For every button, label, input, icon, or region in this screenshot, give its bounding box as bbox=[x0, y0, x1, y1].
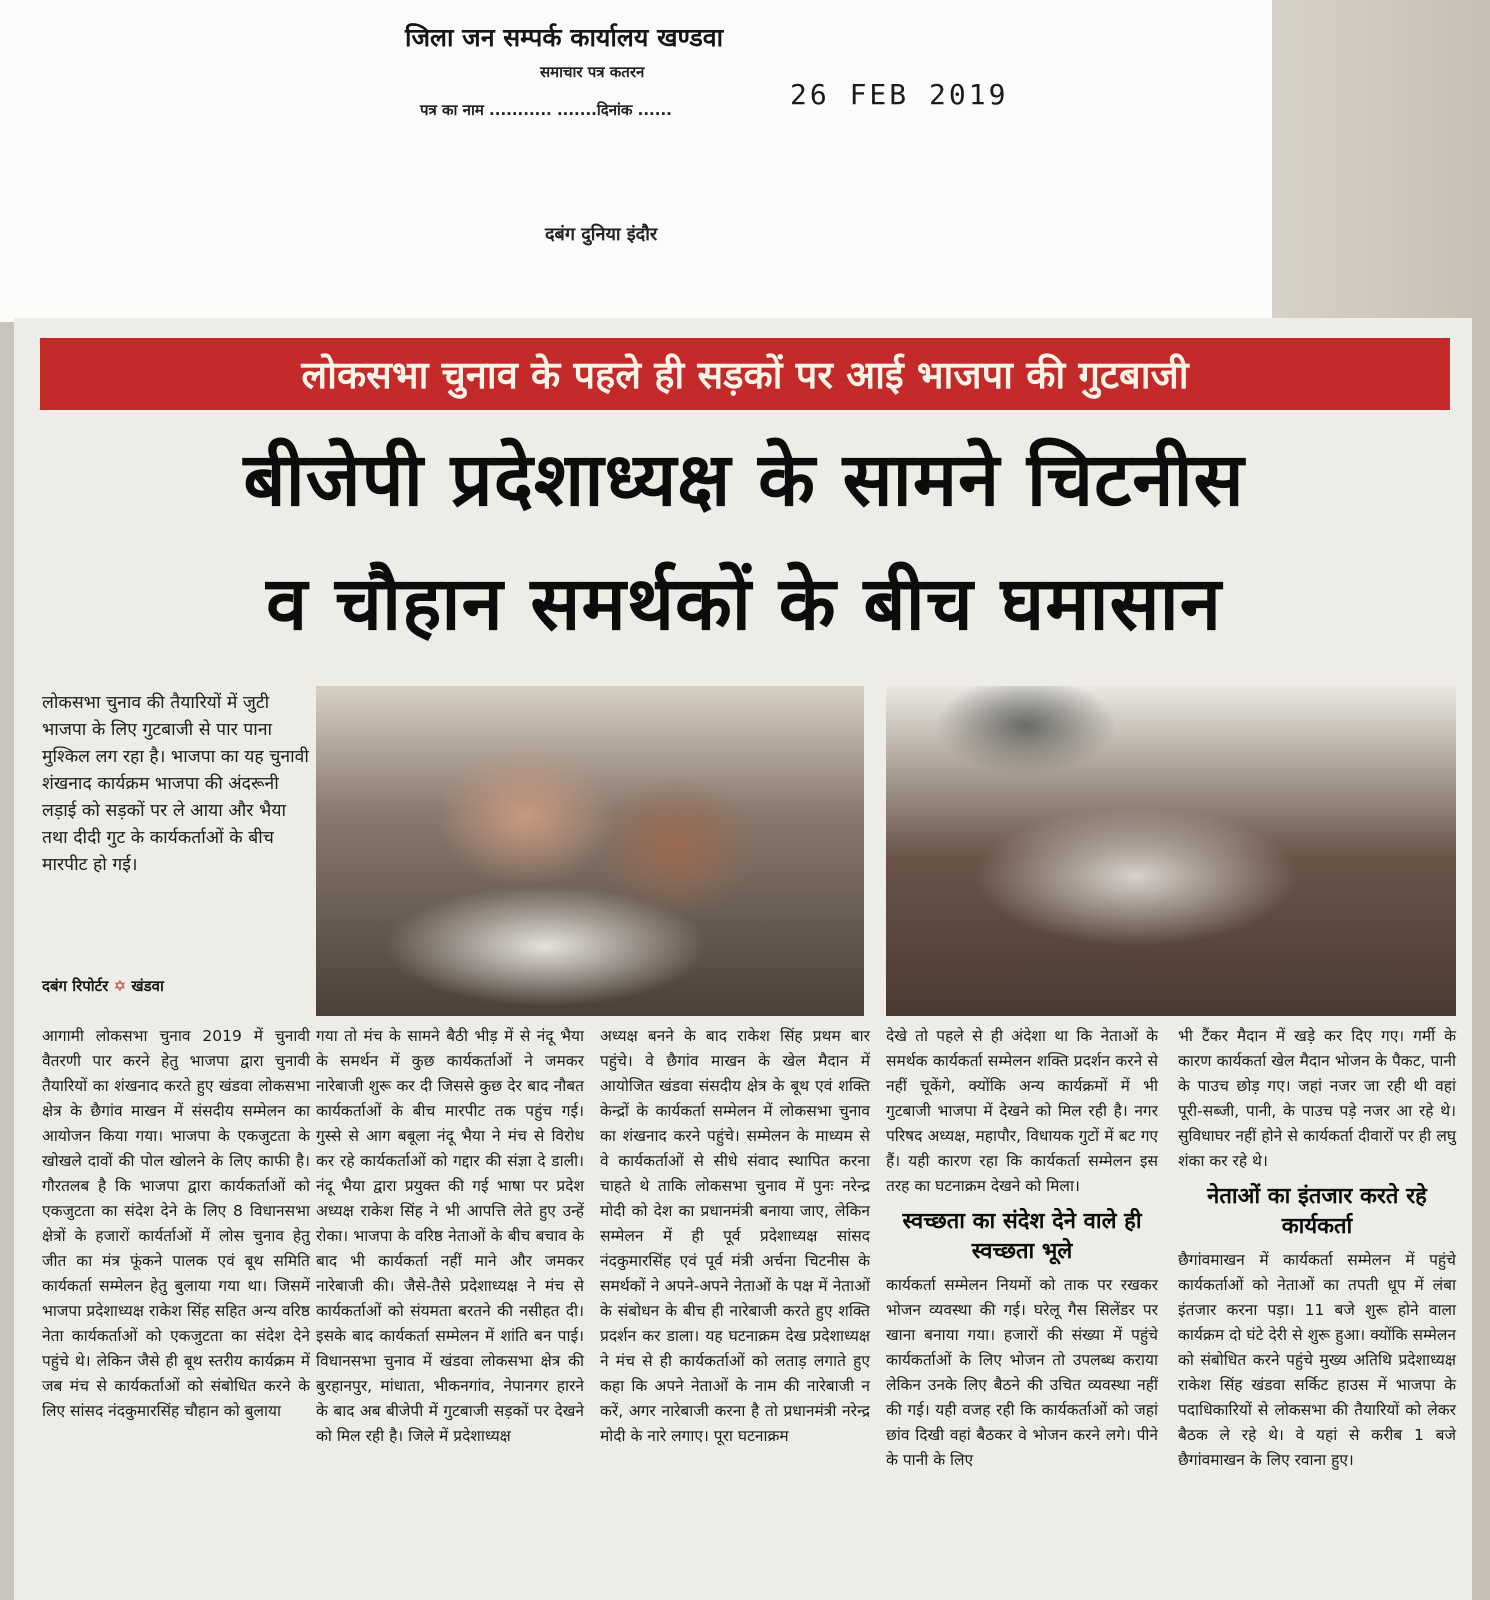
paper-name-date-line: पत्र का नाम ........... .......दिनांक ...... bbox=[420, 101, 672, 119]
clipping-sheet bbox=[0, 0, 1272, 322]
column-4-text: देखे तो पहले से ही अंदेशा था कि नेताओं के समर्थक कार्यकर्ता सम्मेलन शक्ति प्रदर्शन करने से नहीं चूकेंगे, क्योंकि अन्य कार्यक्रमों में भी गुटबाजी भाजपा में देखने को मिल रही है। नगर परिषद अध्यक्ष, महापौर, विधायक गुटों में बट गए हैं। यही कारण रहा कि कार्यकर्ता सम्मेलन इस तरह का घटनाक्रम देखने को मिला। bbox=[886, 1027, 1158, 1195]
body-column-5 bbox=[1178, 1024, 1456, 1473]
subhead-waiting: नेताओं का इंतजार करते रहे कार्यकर्ता bbox=[1207, 1184, 1427, 1239]
clipping-label: समाचार पत्र कतरन bbox=[540, 63, 645, 81]
column-5-text: भी टैंकर मैदान में खड़े कर दिए गए। गर्मी के कारण कार्यकर्ता खेल मैदान भोजन के पैकट, पानी के पाउच छोड़ गए। जहां नजर जा रही थी वहां पूरी-सब्जी, पानी, के पाउच पड़े नजर आ रहे थे। सुविधाघर नहीं होने से कार्यकर्ता दीवारों पर ही लघु शंका कर रहे थे। bbox=[1178, 1027, 1456, 1170]
headline-line-1: बीजेपी प्रदेशाध्यक्ष के सामने चिटनीस bbox=[243, 437, 1245, 523]
intro-paragraph: लोकसभा चुनाव की तैयारियों में जुटी भाजपा के लिए गुटबाजी से पार पाना मुश्किल लग रहा है। भाजपा का यह चुनावी शंखनाद कार्यक्रम भाजपा की अंदरूनी लड़ाई को सड़कों पर ले आया और भैया तथा दीदी गुट के कार्यकर्ताओं के बीच मारपीट हो गई। bbox=[42, 693, 309, 875]
subhead-cleanliness: स्वच्छता का संदेश देने वाले ही स्वच्छता भूले bbox=[902, 1209, 1142, 1264]
headline-line-2: व चौहान समर्थकों के बीच घमासान bbox=[266, 561, 1222, 647]
byline-place: खंडवा bbox=[131, 977, 164, 995]
photo-littered-ground bbox=[886, 686, 1456, 1016]
body-column-2: गया तो मंच के सामने बैठी भीड़ में से नंदू भैया के समर्थन में कुछ कार्यकर्ताओं ने जमकर नारेबाजी शुरू कर दी जिससे कुछ देर बाद नौबत कार्यकर्ताओं के बीच मारपीट तक पहुंच गई। गुस्से से आग बबूला नंदू भैया ने मंच से विरोध कर रहे कार्यकर्ताओं को गद्दार की संज्ञा दे डाली। नंदू भैया द्वारा प्रयुक्त की गई भाषा पर प्रदेश अध्यक्ष राकेश सिंह ने भी आपत्ति लेते हुए उन्हें रोका। भाजपा के वरिष्ठ नेताओं के बीच बचाव के बाद भी कार्यकर्ता नहीं माने और जमकर नारेबाजी की। जैसे-तैसे प्रदेशाध्यक्ष ने मंच से कार्यकर्ताओं को संयमता बरतने की नसीहत दी। इसके बाद कार्यकर्ता सम्मेलन में शांति बन पाई। विधानसभा चुनाव में खंडवा लोकसभा क्षेत्र की बुरहानपुर, मांधाता, भीकनगांव, नेपानगर हारने के बाद अब बीजेपी में गुटबाजी सड़कों पर देखने को मिल रही है। जिले में प्रदेशाध्यक्ष bbox=[316, 1027, 584, 1445]
body-column-4 bbox=[886, 1024, 1158, 1473]
star-icon: ✡ bbox=[113, 977, 127, 995]
newspaper-clipping bbox=[14, 318, 1472, 1600]
kicker-band bbox=[40, 338, 1450, 410]
photo-crowd-leaders bbox=[316, 686, 864, 1016]
byline bbox=[42, 976, 164, 996]
byline-reporter: दबंग रिपोर्टर bbox=[42, 977, 109, 995]
body-column-1: आगामी लोकसभा चुनाव 2019 में चुनावी वैतरणी पार करने हेतु भाजपा द्वारा चुनावी तैयारियों का शंखनाद करते हुए खंडवा लोकसभा क्षेत्र के छैगांव माखन में संसदीय सम्मेलन का आयोजन किया गया। भाजपा के एकजुटता के खोखले दावों की पोल खोलने के लिए काफी है। गौरतलब है कि भाजपा द्वारा कार्यकर्ताओं को एकजुटता का संदेश देने के लिए 8 विधानसभा क्षेत्रों के हजारों कार्यर्ताओं में लोस चुनाव हेतु जीत का मंत्र फूंकने पालक एवं बूथ समिति कार्यकर्ता सम्मेलन हेतु बुलाया गया था। जिसमें भाजपा प्रदेशाध्यक्ष राकेश सिंह सहित अन्य वरिष्ठ नेता कार्यकर्ताओं को एकजुटता का संदेश देने पहुंचे थे। लेकिन जैसे ही बूथ स्तरीय कार्यक्रम में जब मंच से कार्यकर्ताओं को संबोधित करने के लिए सांसद नंदकुमारसिंह चौहान को बुलाया bbox=[42, 1027, 310, 1420]
newspaper-name: दबंग दुनिया इंदौर bbox=[545, 224, 658, 245]
date-stamp: 26 FEB 2019 bbox=[790, 78, 1009, 111]
body-column-3: अध्यक्ष बनने के बाद राकेश सिंह प्रथम बार पहुंचे। वे छैगांव माखन के खेल मैदान में आयोजित खंडवा संसदीय क्षेत्र के बूथ एवं शक्ति केन्द्रों के कार्यकर्ता सम्मेलन में लोकसभा चुनाव का शंखनाद करने पहुंचे। सम्मेलन के माध्यम से वे कार्यकर्ताओं से सीधे संवाद स्थापित करना चाहते थे ताकि लोकसभा चुनाव में पुनः नरेन्द्र मोदी को देश का प्रधानमंत्री बनाया जाए, लेकिन सम्मेलन में ही पूर्व प्रदेशाध्यक्ष सांसद नंदकुमारसिंह एवं पूर्व मंत्री अर्चना चिटनीस के समर्थकों ने अपने-अपने नेताओं के पक्ष में नेताओं के संबोधन के बीच ही नारेबाजी करते हुए शक्ति प्रदर्शन कर डाला। यह घटनाक्रम देख प्रदेशाध्यक्ष ने मंच से ही कार्यकर्ताओं को लताड़ लगाते हुए कहा कि अपने नेताओं के नाम की नारेबाजी न करें, अगर नारेबाजी करना है तो प्रधानमंत्री नरेन्द्र मोदी के नारे लगाए। पूरा घटनाक्रम bbox=[600, 1027, 870, 1445]
column-4-subtext: कार्यकर्ता सम्मेलन नियमों को ताक पर रखकर भोजन व्यवस्था की गई। घरेलू गैस सिलेंडर पर खाना बनाया गया। हजारों की संख्या में पहुंचे कार्यकर्ताओं के लिए भोजन तो उपलब्ध कराया लेकिन उनके लिए बैठने की उचित व्यवस्था नहीं की गई। यही वजह रही कि कार्यकर्ताओं को जहां छांव दिखी वहां बैठकर वे भोजन करने लगे। पीने के पानी के लिए bbox=[886, 1276, 1158, 1469]
column-5-subtext: छैगांवमाखन में कार्यकर्ता सम्मेलन में पहुंचे कार्यकर्ताओं को नेताओं का तपती धूप में लंबा इंतजार करना पड़ा। 11 बजे शुरू होने वाला कार्यक्रम दो घंटे देरी से शुरू हुआ। क्योंकि सम्मेलन को संबोधित करने पहुंचे मुख्य अतिथि प्रदेशाध्यक्ष राकेश सिंह खंडवा सर्किट हाउस में भाजपा के पदाधिकारियों से लोकसभा की तैयारियों को लेकर बैठक ले रहे थे। वे यहां से करीब 1 बजे छैगांवमाखन के लिए रवाना हुए। bbox=[1178, 1251, 1456, 1469]
kicker-text: लोकसभा चुनाव के पहले ही सड़कों पर आई भाजपा की गुटबाजी bbox=[301, 353, 1189, 397]
office-header: जिला जन सम्पर्क कार्यालय खण्डवा bbox=[405, 23, 724, 52]
